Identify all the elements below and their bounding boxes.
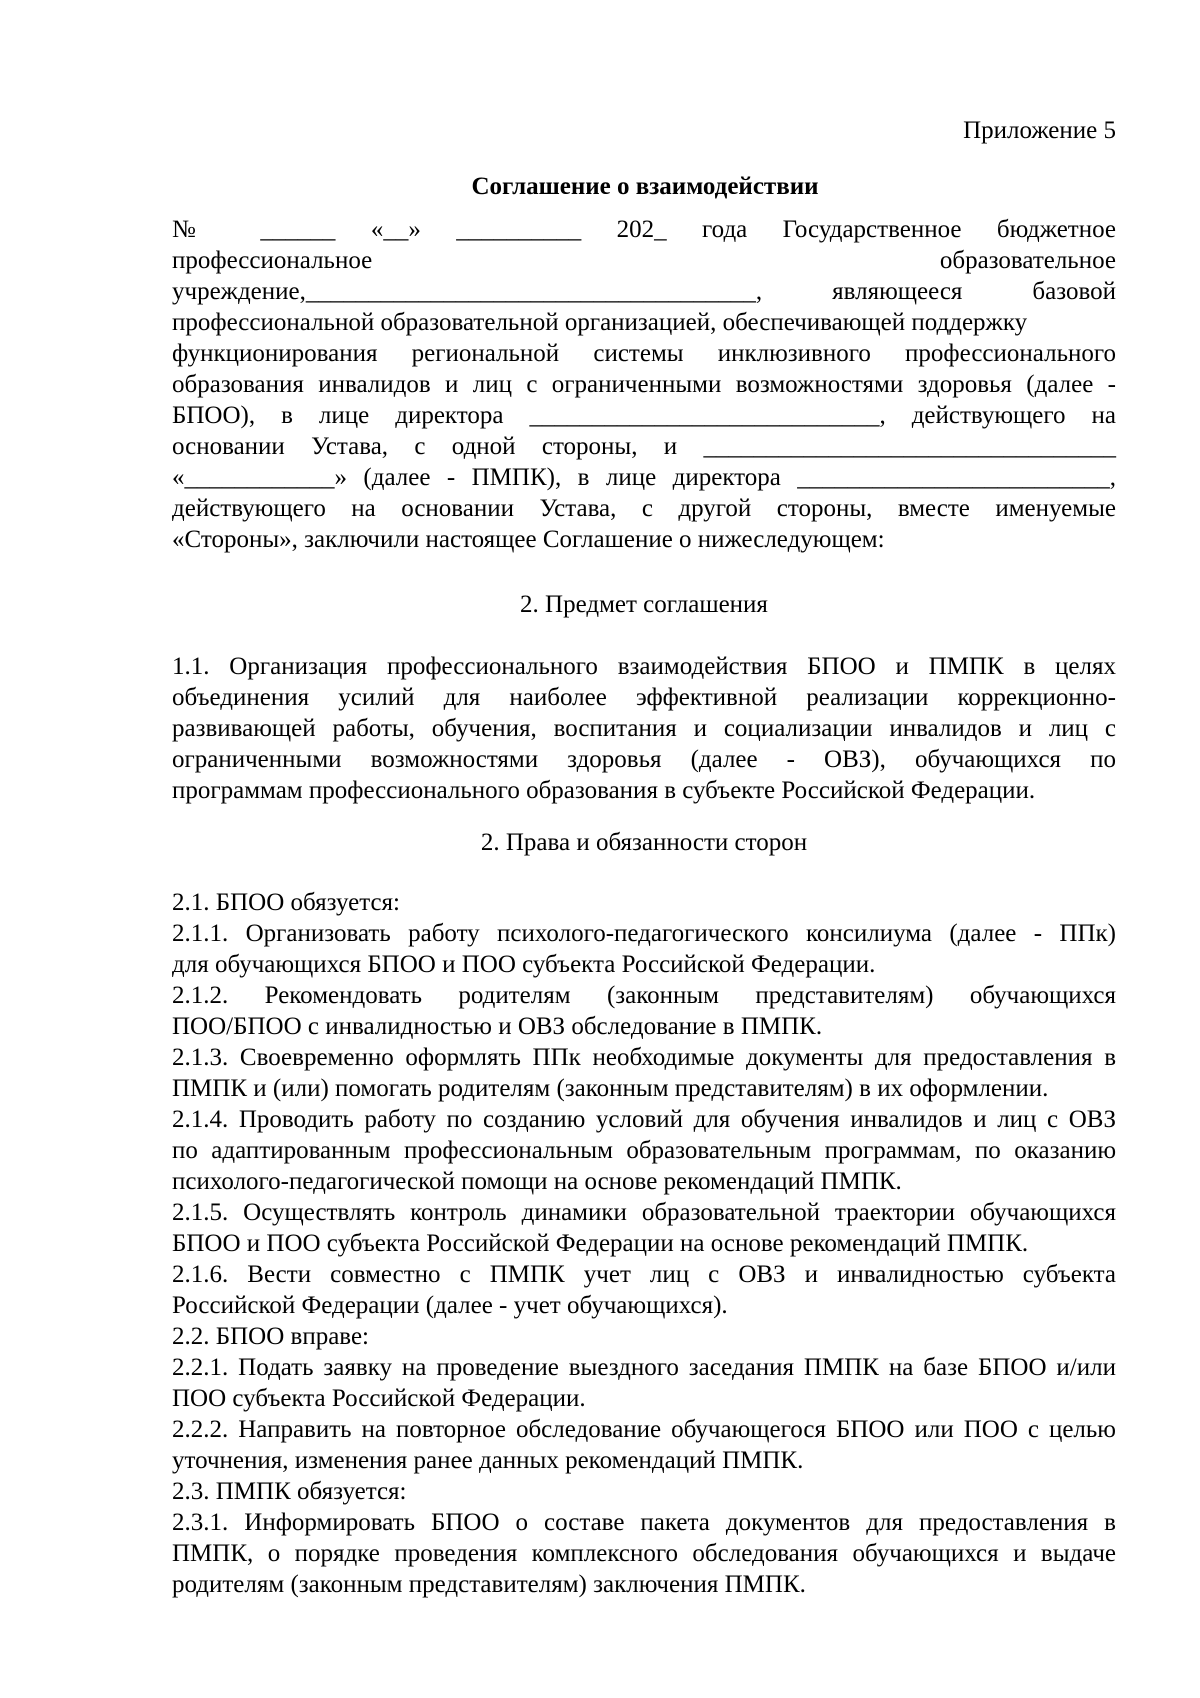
subject-line: объединения усилий для наиболее эффективной реализации коррекционно- bbox=[172, 684, 1116, 711]
preamble-line: основании Устава, с одной стороны, и _________________________________ bbox=[172, 433, 1116, 460]
subject-line: 1.1. Организация профессионального взаимодействия БПОО и ПМПК в целях bbox=[172, 653, 1116, 680]
rights-line: Российской Федерации (далее - учет обучающихся). bbox=[172, 1292, 728, 1319]
preamble-line: № ______ «__» __________ 202_ года Государственное бюджетное bbox=[172, 216, 1116, 243]
rights-line: 2.1. БПОО обязуется: bbox=[172, 889, 401, 916]
rights-line: для обучающихся БПОО и ПОО субъекта Российской Федерации. bbox=[172, 951, 876, 978]
preamble-line: БПОО), в лице директора ____________________________, действующего на bbox=[172, 402, 1116, 429]
section-heading-rights: 2. Права и обязанности сторон bbox=[480, 829, 808, 856]
preamble bbox=[172, 214, 1116, 555]
preamble-line: функционирования региональной системы инклюзивного профессионального bbox=[172, 340, 1116, 367]
subject-line: программам профессионального образования в субъекте Российской Федерации. bbox=[172, 777, 1036, 804]
appendix-label: Приложение 5 bbox=[963, 117, 1116, 144]
rights-line: 2.1.2. Рекомендовать родителям (законным представителям) обучающихся bbox=[172, 982, 1116, 1009]
rights-line: 2.3. ПМПК обязуется: bbox=[172, 1478, 407, 1505]
rights-line: ПМПК и (или) помогать родителям (законным представителям) в их оформлении. bbox=[172, 1075, 1049, 1102]
subject-line: развивающей работы, обучения, воспитания и социализации инвалидов и лиц с bbox=[172, 715, 1116, 742]
preamble-line: профессиональное образовательное bbox=[172, 247, 1116, 274]
rights-line: родителям (законным представителям) заключения ПМПК. bbox=[172, 1571, 806, 1598]
subject-line: ограниченными возможностями здоровья (далее - ОВЗ), обучающихся по bbox=[172, 746, 1116, 773]
rights-line: 2.1.1. Организовать работу психолого-педагогического консилиума (далее - ППк) bbox=[172, 920, 1116, 947]
rights-line: ПОО субъекта Российской Федерации. bbox=[172, 1385, 586, 1412]
rights-line: уточнения, изменения ранее данных рекомендаций ПМПК. bbox=[172, 1447, 804, 1474]
rights-list bbox=[172, 887, 1116, 1600]
preamble-line: «____________» (далее - ПМПК), в лице директора _________________________, bbox=[172, 464, 1116, 491]
rights-line: 2.2.1. Подать заявку на проведение выездного заседания ПМПК на базе БПОО и/или bbox=[172, 1354, 1116, 1381]
rights-line: 2.1.5. Осуществлять контроль динамики образовательной траектории обучающихся bbox=[172, 1199, 1116, 1226]
rights-line: БПОО и ПОО субъекта Российской Федерации на основе рекомендаций ПМПК. bbox=[172, 1230, 1029, 1257]
rights-line: 2.1.4. Проводить работу по созданию условий для обучения инвалидов и лиц с ОВЗ bbox=[172, 1106, 1116, 1133]
rights-line: по адаптированным профессиональным образовательным программам, по оказанию bbox=[172, 1137, 1116, 1164]
rights-line: ПМПК, о порядке проведения комплексного обследования обучающихся и выдаче bbox=[172, 1540, 1116, 1567]
preamble-line: образования инвалидов и лиц с ограниченными возможностями здоровья (далее - bbox=[172, 371, 1116, 398]
preamble-line: «Стороны», заключили настоящее Соглашение о нижеследующем: bbox=[172, 526, 885, 553]
preamble-line: профессиональной образовательной организацией, обеспечивающей поддержку bbox=[172, 309, 1028, 336]
document-title: Соглашение о взаимодействии bbox=[471, 173, 819, 200]
rights-line: 2.3.1. Информировать БПОО о составе пакета документов для предоставления в bbox=[172, 1509, 1116, 1536]
rights-line: 2.2.2. Направить на повторное обследование обучающегося БПОО или ПОО с целью bbox=[172, 1416, 1116, 1443]
rights-line: психолого-педагогической помощи на основе рекомендаций ПМПК. bbox=[172, 1168, 902, 1195]
subject-paragraph bbox=[172, 651, 1116, 806]
preamble-line: учреждение,____________________________________, являющееся базовой bbox=[172, 278, 1116, 305]
rights-line: 2.1.6. Вести совместно с ПМПК учет лиц с ОВЗ и инвалидностью субъекта bbox=[172, 1261, 1116, 1288]
rights-line: 2.1.3. Своевременно оформлять ППк необходимые документы для предоставления в bbox=[172, 1044, 1116, 1071]
section-heading-subject: 2. Предмет соглашения bbox=[520, 591, 768, 618]
rights-line: 2.2. БПОО вправе: bbox=[172, 1323, 369, 1350]
preamble-line: действующего на основании Устава, с другой стороны, вместе именуемые bbox=[172, 495, 1116, 522]
rights-line: ПОО/БПОО с инвалидностью и ОВЗ обследование в ПМПК. bbox=[172, 1013, 823, 1040]
